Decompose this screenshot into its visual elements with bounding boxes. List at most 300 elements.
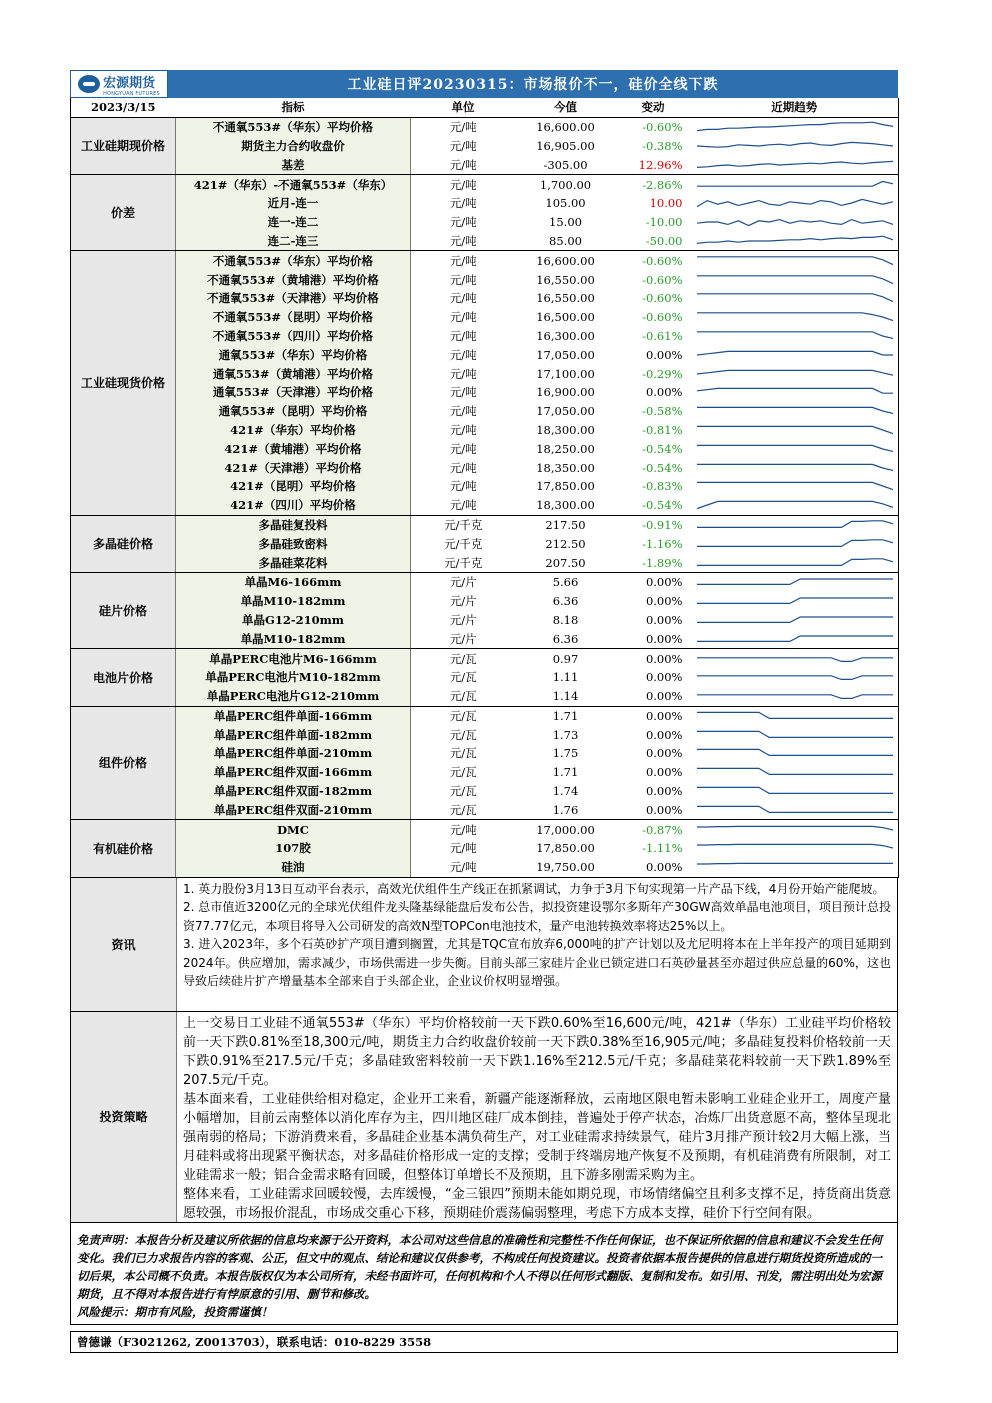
change-cell: 0.00% xyxy=(616,629,691,648)
trend-sparkline xyxy=(695,517,895,533)
table-row xyxy=(71,820,899,839)
change-cell: -1.89% xyxy=(616,553,691,572)
unit-cell: 元/吨 xyxy=(411,155,516,174)
disclaimer-paragraph: 免责声明：本报告分析及建议所依据的信息均来源于公开资料，本公司对这些信息的准确性和完整性不作任何保证，也不保证所依据的信息和建议不会发生任何变化。我们已力求报告内容的客观、公正，但文中的观点、结论和建议仅供参考，不构成任何投资建议。投资者依据本报告提供的信息进行期货投资所造成的一切后果，本公司概不负责。本报告版权仅为本公司所有，未经书面许可，任何机构和个人不得以任何形式翻版、复制和发布。如引用、刊发，需注明出处为宏源期货，且不得对本报告进行有悖原意的引用、删节和修改。 xyxy=(77,1232,882,1301)
value-cell: 17,000.00 xyxy=(536,822,595,837)
table-row xyxy=(71,534,899,553)
change-cell: 0.00% xyxy=(645,746,683,761)
trend-line xyxy=(697,142,893,147)
change-cell: 0.00% xyxy=(645,347,683,362)
value-cell: 1.14 xyxy=(516,687,616,706)
trend-sparkline xyxy=(695,328,895,344)
unit-cell: 元/片 xyxy=(449,575,477,590)
logo-english: HONGYUAN FUTURES xyxy=(103,90,160,97)
indicator-cell: 421#（华东）平均价格 xyxy=(176,421,411,440)
indicator-cell: 单晶PERC组件双面-166mm xyxy=(176,763,411,782)
category-cell: 工业硅现货价格 xyxy=(71,251,176,515)
trend-line xyxy=(697,845,893,849)
unit-cell: 元/片 xyxy=(411,629,516,648)
trend-cell xyxy=(691,744,899,763)
value-cell: 18,300.00 xyxy=(536,422,595,437)
table-row xyxy=(71,213,899,232)
indicator-cell: 通氧553#（天津港）平均价格 xyxy=(176,383,411,402)
table-row xyxy=(71,308,899,327)
unit-cell: 元/瓦 xyxy=(449,746,477,761)
trend-line xyxy=(697,695,893,699)
indicator-cell: 单晶PERC组件单面-182mm xyxy=(176,725,411,744)
trend-sparkline xyxy=(695,214,895,230)
unit-cell: 元/吨 xyxy=(449,479,477,494)
value-cell: -305.00 xyxy=(516,155,616,174)
trend-line xyxy=(697,540,893,547)
value-cell: 1,700.00 xyxy=(539,177,592,192)
value-cell: 16,550.00 xyxy=(536,272,595,287)
table-row xyxy=(71,668,899,687)
trend-cell xyxy=(691,553,899,572)
trend-cell xyxy=(691,364,899,383)
value-cell: 217.50 xyxy=(545,517,586,532)
indicator-cell: 近月-连一 xyxy=(176,194,411,213)
trend-cell xyxy=(691,117,899,136)
trend-sparkline xyxy=(695,403,895,419)
indicator-cell: 单晶PERC电池片M6-166mm xyxy=(176,649,411,668)
table-row xyxy=(71,117,899,136)
trend-sparkline xyxy=(695,233,895,249)
table-row xyxy=(71,553,899,572)
indicator-cell: 421#（昆明）平均价格 xyxy=(176,477,411,496)
value-cell: 16,600.00 xyxy=(536,253,595,268)
trend-cell xyxy=(691,458,899,477)
change-cell: 0.00% xyxy=(616,687,691,706)
trend-cell xyxy=(691,800,899,819)
trend-cell xyxy=(691,402,899,421)
trend-sparkline xyxy=(695,612,895,628)
trend-line xyxy=(697,750,893,756)
table-row xyxy=(71,496,899,515)
change-cell: 0.00% xyxy=(645,708,683,723)
indicator-cell: 通氧553#（华东）平均价格 xyxy=(176,345,411,364)
trend-line xyxy=(697,389,893,394)
trend-cell xyxy=(691,155,899,174)
trend-sparkline xyxy=(695,822,895,838)
change-cell: 0.00% xyxy=(645,385,683,400)
indicator-cell: DMC xyxy=(176,820,411,839)
value-cell: 18,300.00 xyxy=(516,496,616,515)
trend-cell xyxy=(691,232,899,251)
indicator-cell: 单晶PERC组件双面-182mm xyxy=(176,782,411,801)
trend-sparkline xyxy=(695,138,895,154)
change-cell: -50.00 xyxy=(616,232,691,251)
table-row xyxy=(71,572,899,591)
news-paragraph: 1. 英力股份3月13日互动平台表示，高效光伏组件生产线正在抓紧调试，力争于3月下旬实现第一片产品下线，4月份开始产能爬坡。 xyxy=(183,881,885,896)
value-cell: 85.00 xyxy=(516,232,616,251)
unit-cell: 元/吨 xyxy=(411,496,516,515)
unit-cell: 元/吨 xyxy=(411,232,516,251)
trend-line xyxy=(697,579,893,584)
value-cell: 19,750.00 xyxy=(516,858,616,877)
trend-sparkline xyxy=(695,253,895,269)
change-cell: 0.00% xyxy=(616,858,691,877)
unit-cell: 元/吨 xyxy=(449,422,477,437)
indicator-cell: 不通氧553#（天津港）平均价格 xyxy=(176,289,411,308)
change-cell: -0.60% xyxy=(642,310,683,325)
analyst-contact: 曾德谦（F3021262, Z0013703），联系电话：010-8229 3558 xyxy=(70,1331,898,1353)
trend-sparkline xyxy=(695,859,895,875)
value-cell: 1.71 xyxy=(552,708,579,723)
trend-line xyxy=(697,636,893,641)
trend-cell xyxy=(691,345,899,364)
trend-cell xyxy=(691,725,899,744)
trend-line xyxy=(697,181,893,186)
table-row xyxy=(71,289,899,308)
table-row xyxy=(71,515,899,534)
indicator-cell: 不通氧553#（四川）平均价格 xyxy=(176,327,411,346)
indicator-cell: 多晶硅复投料 xyxy=(176,515,411,534)
trend-cell xyxy=(691,383,899,402)
unit-cell: 元/瓦 xyxy=(449,784,477,799)
strategy-text xyxy=(177,1012,897,1222)
value-cell: 15.00 xyxy=(549,215,582,230)
trend-line xyxy=(697,617,893,622)
value-cell: 17,850.00 xyxy=(536,479,595,494)
trend-sparkline xyxy=(695,347,895,363)
unit-cell: 元/吨 xyxy=(449,215,477,230)
report-header xyxy=(70,70,898,98)
unit-cell: 元/瓦 xyxy=(411,800,516,819)
trend-sparkline xyxy=(695,688,895,704)
unit-cell: 元/千克 xyxy=(411,553,516,572)
trend-sparkline xyxy=(695,574,895,590)
value-header: 今值 xyxy=(516,98,616,117)
change-header: 变动 xyxy=(616,98,691,117)
value-cell: 1.71 xyxy=(552,765,579,780)
value-cell: 6.36 xyxy=(552,594,579,609)
change-cell: -0.60% xyxy=(642,253,683,268)
value-cell: 16,600.00 xyxy=(536,120,595,135)
change-cell: -0.29% xyxy=(642,366,683,381)
table-row xyxy=(71,383,899,402)
change-cell: -0.54% xyxy=(616,496,691,515)
trend-line xyxy=(697,464,893,470)
trend-line xyxy=(697,257,893,265)
unit-cell: 元/千克 xyxy=(444,517,483,532)
category-cell: 硅片价格 xyxy=(71,572,176,648)
trend-line xyxy=(697,502,893,509)
trend-line xyxy=(697,220,893,226)
trend-sparkline xyxy=(695,745,895,761)
trend-sparkline xyxy=(695,651,895,667)
trend-line xyxy=(697,161,893,167)
table-row xyxy=(71,725,899,744)
table-row xyxy=(71,649,899,668)
unit-cell: 元/吨 xyxy=(449,291,477,306)
unit-cell: 元/片 xyxy=(449,612,477,627)
indicator-cell: 单晶PERC组件单面-210mm xyxy=(176,744,411,763)
value-cell: 1.74 xyxy=(552,784,579,799)
value-cell: 1.73 xyxy=(552,727,579,742)
trend-cell xyxy=(691,763,899,782)
value-cell: 6.36 xyxy=(516,629,616,648)
indicator-cell: 421#（四川）平均价格 xyxy=(176,496,411,515)
trend-sparkline xyxy=(695,157,895,173)
value-cell: 207.50 xyxy=(516,553,616,572)
change-cell: -0.60% xyxy=(642,272,683,287)
indicator-cell: 421#（华东）-不通氧553#（华东） xyxy=(176,175,411,194)
trend-sparkline xyxy=(695,384,895,400)
news-text xyxy=(177,878,897,1011)
unit-cell: 元/瓦 xyxy=(449,670,477,685)
value-cell: 18,350.00 xyxy=(536,460,595,475)
change-cell: -0.60% xyxy=(642,291,683,306)
change-cell: 0.00% xyxy=(645,765,683,780)
table-header-row xyxy=(71,98,899,117)
news-label: 资讯 xyxy=(71,878,177,1011)
unit-cell: 元/吨 xyxy=(449,272,477,287)
change-cell: -0.61% xyxy=(642,328,683,343)
date-header: 2023/3/15 xyxy=(71,98,176,117)
table-row xyxy=(71,744,899,763)
change-cell: 0.00% xyxy=(616,800,691,819)
trend-line xyxy=(697,864,893,865)
table-row xyxy=(71,706,899,725)
indicator-cell: 连二-连三 xyxy=(176,232,411,251)
trend-line xyxy=(697,351,893,355)
unit-cell: 元/吨 xyxy=(449,822,477,837)
trend-cell xyxy=(691,782,899,801)
unit-cell: 元/瓦 xyxy=(411,687,516,706)
table-row xyxy=(71,232,899,251)
indicator-cell: 单晶M10-182mm xyxy=(176,629,411,648)
trend-cell xyxy=(691,137,899,156)
change-cell: -1.16% xyxy=(642,536,683,551)
indicator-cell: 多晶硅菜花料 xyxy=(176,553,411,572)
strategy-paragraph: 上一交易日工业硅不通氧553#（华东）平均价格较前一天下跌0.60%至16,600元/吨，421#（华东）工业硅平均价格较前一天下跌0.81%至18,300元/吨，期货主力合约收盘价较前一天下跌0.38%至16,905元/吨；多晶硅复投料价格较前一天下跌0.91%至217.5元/千克；多晶硅致密料较前一天下跌1.16%至212.5元/千克；多晶硅菜花料较前一天下跌1.89%至207.5元/千克。 xyxy=(183,1015,891,1088)
indicator-cell: 单晶PERC组件双面-210mm xyxy=(176,800,411,819)
trend-sparkline xyxy=(695,460,895,476)
value-cell: 16,550.00 xyxy=(536,291,595,306)
change-cell: -0.87% xyxy=(642,822,683,837)
trend-cell xyxy=(691,706,899,725)
trend-sparkline xyxy=(695,555,895,571)
trend-sparkline xyxy=(695,366,895,382)
value-cell: 17,850.00 xyxy=(536,841,595,856)
indicator-cell: 通氧553#（黄埔港）平均价格 xyxy=(176,364,411,383)
value-cell: 17,100.00 xyxy=(536,366,595,381)
table-row xyxy=(71,839,899,858)
table-row xyxy=(71,439,899,458)
change-cell: -2.86% xyxy=(642,177,683,192)
change-cell: 10.00 xyxy=(649,196,683,211)
indicator-cell: 单晶M6-166mm xyxy=(176,572,411,591)
unit-cell: 元/吨 xyxy=(449,328,477,343)
change-cell: 0.00% xyxy=(645,612,683,627)
report-sheet xyxy=(70,70,898,1353)
indicator-cell: 通氧553#（昆明）平均价格 xyxy=(176,402,411,421)
change-cell: -0.83% xyxy=(642,479,683,494)
trend-sparkline xyxy=(695,669,895,685)
table-row xyxy=(71,345,899,364)
indicator-cell: 期货主力合约收盘价 xyxy=(176,137,411,156)
trend-line xyxy=(697,676,893,680)
trend-line xyxy=(697,445,893,451)
table-row xyxy=(71,782,899,801)
table-row xyxy=(71,327,899,346)
category-cell: 有机硅价格 xyxy=(71,820,176,877)
value-cell: 0.97 xyxy=(552,651,579,666)
unit-cell: 元/吨 xyxy=(449,177,477,192)
table-row xyxy=(71,364,899,383)
value-cell: 17,050.00 xyxy=(536,404,595,419)
category-cell: 组件价格 xyxy=(71,706,176,820)
trend-sparkline xyxy=(695,478,895,494)
value-cell: 16,500.00 xyxy=(536,310,595,325)
value-cell: 5.66 xyxy=(552,575,579,590)
value-cell: 1.11 xyxy=(552,670,579,685)
trend-cell xyxy=(691,308,899,327)
trend-sparkline xyxy=(695,764,895,780)
value-cell: 105.00 xyxy=(545,196,586,211)
trend-line xyxy=(697,236,893,243)
indicator-cell: 多晶硅致密料 xyxy=(176,534,411,553)
unit-cell: 元/片 xyxy=(449,594,477,609)
indicator-cell: 基差 xyxy=(176,155,411,174)
indicator-cell: 421#（天津港）平均价格 xyxy=(176,458,411,477)
trend-line xyxy=(697,731,893,737)
category-cell: 多晶硅价格 xyxy=(71,515,176,572)
indicator-cell: 单晶G12-210mm xyxy=(176,611,411,630)
trend-line xyxy=(697,313,893,321)
trend-sparkline xyxy=(695,441,895,457)
trend-line xyxy=(697,294,893,302)
news-section xyxy=(70,878,898,1012)
unit-cell: 元/吨 xyxy=(449,366,477,381)
trend-cell xyxy=(691,858,899,877)
trend-line xyxy=(697,826,893,830)
indicator-cell: 不通氧553#（华东）平均价格 xyxy=(176,251,411,270)
trend-cell xyxy=(691,592,899,611)
trend-sparkline xyxy=(695,593,895,609)
strategy-section xyxy=(70,1012,898,1223)
change-cell: -10.00 xyxy=(645,215,683,230)
indicator-cell: 不通氧553#（黄埔港）平均价格 xyxy=(176,270,411,289)
value-cell: 16,905.00 xyxy=(536,138,595,153)
unit-cell: 元/吨 xyxy=(449,441,477,456)
trend-line xyxy=(697,712,893,718)
trend-sparkline xyxy=(695,195,895,211)
trend-line xyxy=(697,122,893,130)
table-row xyxy=(71,251,899,270)
unit-cell: 元/吨 xyxy=(449,120,477,135)
indicator-cell: 不通氧553#（华东）平均价格 xyxy=(176,117,411,136)
trend-cell xyxy=(691,439,899,458)
change-cell: 0.00% xyxy=(645,670,683,685)
trend-cell xyxy=(691,477,899,496)
trend-sparkline xyxy=(695,536,895,552)
company-logo xyxy=(70,70,168,98)
trend-line xyxy=(697,521,893,528)
trend-sparkline xyxy=(695,840,895,856)
unit-cell: 元/吨 xyxy=(411,858,516,877)
trend-cell xyxy=(691,839,899,858)
value-cell: 1.76 xyxy=(516,800,616,819)
trend-line xyxy=(697,806,893,812)
trend-line xyxy=(697,426,893,433)
news-paragraph: 3. 进入2023年，多个石英砂扩产项目遭到搁置，尤其是TQC宣布放弃6,000吨的扩产计划以及尤尼明将本在上半年投产的项目延期到2024年。供应增加，需求减少，市场供需进一步失衡。目前头部三家硅片企业已锁定进口石英砂量甚至亦超过供应总量的60%，这也导致后续硅片扩产增量基本全部来自于头部企业，企业议价权明显增强。 xyxy=(183,937,891,989)
value-cell: 212.50 xyxy=(545,536,586,551)
unit-cell: 元/瓦 xyxy=(449,727,477,742)
trend-line xyxy=(697,408,893,414)
change-cell: -0.54% xyxy=(642,460,683,475)
trend-line xyxy=(697,332,893,339)
change-cell: -0.91% xyxy=(642,517,683,532)
trend-line xyxy=(697,769,893,775)
trend-cell xyxy=(691,534,899,553)
logo-icon xyxy=(78,75,100,93)
trend-cell xyxy=(691,629,899,648)
table-row xyxy=(71,175,899,194)
indicator-cell: 连一-连二 xyxy=(176,213,411,232)
value-cell: 16,900.00 xyxy=(536,385,595,400)
indicator-cell: 不通氧553#（昆明）平均价格 xyxy=(176,308,411,327)
category-cell: 价差 xyxy=(71,175,176,251)
change-cell: 0.00% xyxy=(645,727,683,742)
trend-sparkline xyxy=(695,119,895,135)
trend-sparkline xyxy=(695,783,895,799)
change-cell: -0.58% xyxy=(642,404,683,419)
value-cell: 8.18 xyxy=(552,612,579,627)
trend-cell xyxy=(691,496,899,515)
category-cell: 电池片价格 xyxy=(71,649,176,706)
indicator-cell: 硅油 xyxy=(176,858,411,877)
disclaimer-paragraph: 风险提示：期市有风险，投资需谨慎！ xyxy=(77,1304,273,1319)
trend-line xyxy=(697,200,893,207)
trend-cell xyxy=(691,289,899,308)
trend-cell xyxy=(691,820,899,839)
indicator-cell: 单晶PERC电池片G12-210mm xyxy=(176,687,411,706)
category-cell: 工业硅期现价格 xyxy=(71,117,176,174)
unit-cell: 元/瓦 xyxy=(449,651,477,666)
indicator-cell: 421#（黄埔港）平均价格 xyxy=(176,439,411,458)
indicator-cell: 107胶 xyxy=(176,839,411,858)
unit-cell: 元/吨 xyxy=(449,347,477,362)
trend-cell xyxy=(691,611,899,630)
unit-cell: 元/吨 xyxy=(449,253,477,268)
trend-cell xyxy=(691,327,899,346)
table-row xyxy=(71,155,899,174)
value-cell: 1.75 xyxy=(552,746,579,761)
table-row xyxy=(71,687,899,706)
table-row xyxy=(71,800,899,819)
unit-cell: 元/千克 xyxy=(444,536,483,551)
trend-sparkline xyxy=(695,497,895,513)
change-cell: -0.60% xyxy=(642,120,683,135)
trend-sparkline xyxy=(695,422,895,438)
indicator-cell: 单晶M10-182mm xyxy=(176,592,411,611)
change-cell: -1.11% xyxy=(642,841,683,856)
unit-cell: 元/吨 xyxy=(449,385,477,400)
trend-sparkline xyxy=(695,727,895,743)
trend-cell xyxy=(691,668,899,687)
table-row xyxy=(71,194,899,213)
trend-line xyxy=(697,558,893,565)
table-row xyxy=(71,270,899,289)
unit-cell: 元/吨 xyxy=(449,196,477,211)
strategy-label: 投资策略 xyxy=(71,1012,177,1222)
value-cell: 18,250.00 xyxy=(536,441,595,456)
strategy-paragraph: 整体来看，工业硅需求回暖较慢，去库缓慢，“金三银四”预期未能如期兑现，市场情绪偏空且利多支撑不足，持货商出货意愿较强，市场报价混乱，市场成交重心下移，预期硅价震荡偏弱整理，考虑下方成本支撑，硅价下行空间有限。 xyxy=(183,1186,891,1221)
value-cell: 17,050.00 xyxy=(536,347,595,362)
table-row xyxy=(71,858,899,877)
